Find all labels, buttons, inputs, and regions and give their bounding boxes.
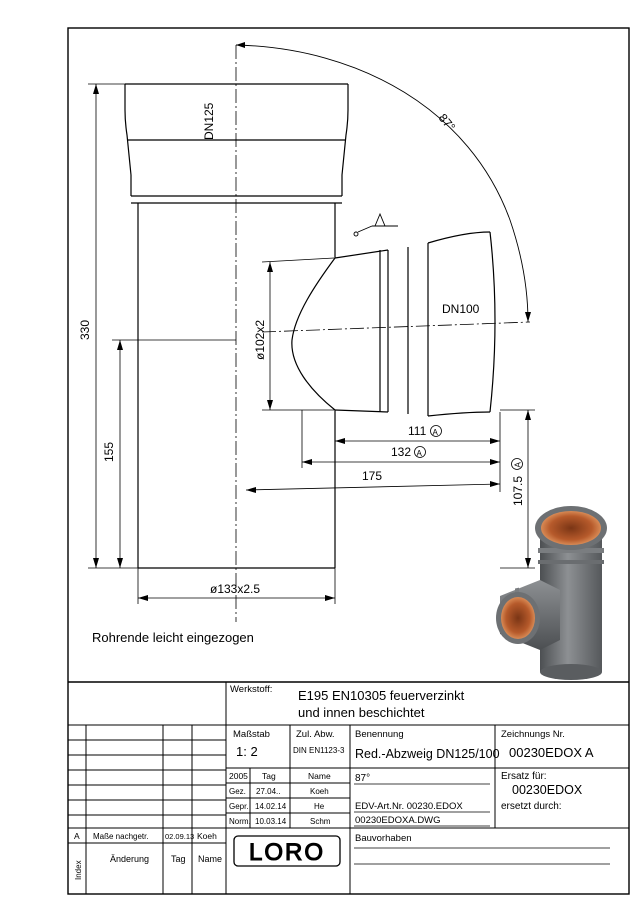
table-row-0-c3: Name — [308, 771, 331, 781]
benennung-sub: 87° — [355, 773, 371, 784]
footer-aenderung: Änderung — [110, 854, 150, 864]
drawing-frame — [68, 28, 629, 894]
ersatz-label: Ersatz für: — [501, 771, 547, 782]
table-row-0-c2: Tag — [262, 771, 276, 781]
zeichnungs-value: 00230EDOX A — [509, 745, 594, 760]
revision-index: A — [74, 831, 80, 841]
dim-main-diameter: ø133x2.5 — [210, 582, 261, 596]
benennung-value: Red.-Abzweig DN125/100 — [355, 747, 500, 761]
dim-107-5: 107.5 — [511, 475, 525, 506]
dwg-value: 00230EDOXA.DWG — [355, 815, 441, 826]
dim-175: 175 — [362, 469, 383, 483]
angle-label: 87° — [435, 110, 459, 134]
dim-branch-diameter: ø102x2 — [253, 319, 267, 360]
massstab-value: 1: 2 — [236, 744, 258, 759]
branch-centerline — [262, 322, 530, 332]
dim-330: 330 — [78, 319, 92, 340]
benennung-label: Benennung — [355, 729, 404, 740]
table-row-2-c2: 14.02.14 — [255, 802, 287, 811]
surface-symbol — [354, 214, 398, 236]
revision-text: Maße nachgetr. — [93, 832, 149, 841]
table-row-0-c1: 2005 — [229, 771, 248, 781]
table-row-1-c2: 27.04.. — [256, 787, 281, 796]
ersatz-value: 00230EDOX — [512, 783, 583, 797]
bauvorhaben-label: Bauvorhaben — [355, 833, 412, 844]
loro-logo — [234, 836, 340, 866]
logo-text: LORO — [248, 839, 326, 866]
branch-dn-label: DN100 — [442, 302, 480, 316]
werkstoff-line2: und innen beschichtet — [298, 705, 425, 720]
branch-pipe — [292, 232, 495, 416]
revision-name: Koeh — [197, 831, 217, 841]
ersetzt-label: ersetzt durch: — [501, 801, 562, 812]
circled-a-text: A — [432, 428, 438, 437]
zul-abw-label: Zul. Abw. — [296, 729, 335, 740]
zul-abw-value: DIN EN1123-3 — [293, 746, 345, 755]
table-row-2-c1: Gepr. — [229, 802, 249, 811]
table-row-2-c3: He — [314, 802, 325, 811]
werkstoff-label: Werkstoff: — [230, 684, 273, 695]
revision-date: 02.09.13 — [165, 832, 195, 841]
footer-name: Name — [198, 854, 223, 864]
dim-155: 155 — [102, 441, 116, 462]
footer-index: Index — [74, 860, 83, 880]
table-row-3-c1: Norm. — [229, 817, 251, 826]
dimension-lines — [88, 84, 535, 604]
main-pipe — [125, 84, 348, 568]
dim-132: 132 — [391, 445, 412, 459]
zeichnungs-label: Zeichnungs Nr. — [501, 729, 565, 740]
table-row-3-c2: 10.03.14 — [255, 817, 287, 826]
product-illustration — [496, 506, 607, 680]
edv-value: EDV-Art.Nr. 00230.EDOX — [355, 801, 463, 812]
table-row-1-c3: Koeh — [310, 787, 329, 796]
werkstoff-line1: E195 EN10305 feuerverzinkt — [298, 688, 465, 703]
table-row-1-c1: Gez. — [229, 787, 246, 796]
dimension-arrows — [93, 84, 531, 601]
drawing-note: Rohrende leicht eingezogen — [92, 630, 254, 645]
circled-a-text: A — [513, 462, 523, 468]
footer-tag: Tag — [171, 854, 186, 864]
circled-a-text: A — [416, 449, 422, 458]
massstab-label: Maßstab — [233, 729, 270, 740]
table-row-3-c3: Schm — [310, 817, 331, 826]
main-dn-label: DN125 — [202, 102, 216, 140]
dim-111: 111 — [408, 424, 427, 438]
